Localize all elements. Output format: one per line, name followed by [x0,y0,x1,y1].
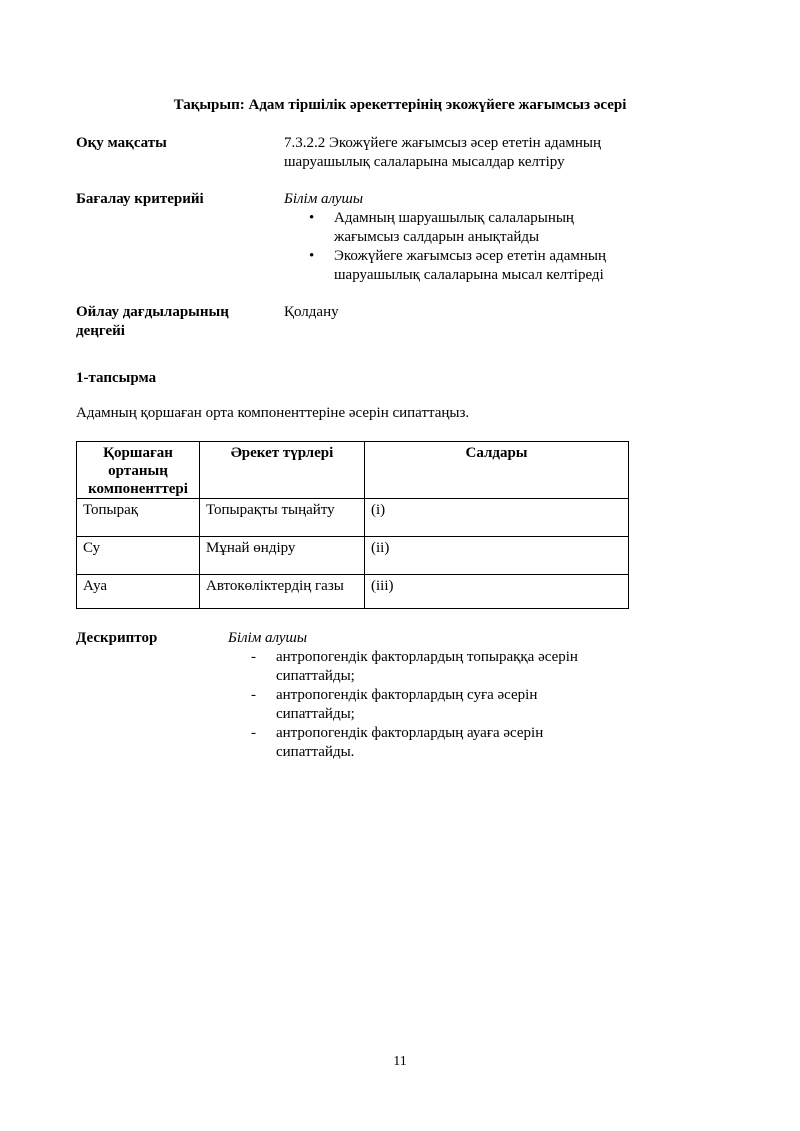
assessment-criteria-list [284,209,634,285]
table-cell: Ауа [77,575,200,609]
table-row [77,499,629,537]
descriptor-block [228,629,608,762]
table-cell: Су [77,537,200,575]
column-header-actions: Әрекет түрлері [200,442,365,499]
page-title: Тақырып: Адам тіршілік әрекеттерінің экожүйеге жағымсыз әсері [173,97,627,113]
table-cell: (i) [365,499,629,537]
page-number: 11 [393,1054,407,1069]
descriptor-list [228,648,608,762]
table-cell: Мұнай өндіру [200,537,365,575]
table-cell: Топырақ [77,499,200,537]
assessment-criteria-item: • Адамның шаруашылық салаларының жағымсыз салдарын анықтайды [284,209,634,247]
thinking-level-value: Қолдану [284,304,339,320]
learning-objective-label: Оқу мақсаты [76,135,167,151]
assessment-criteria-intro: Білім алушы [284,191,364,207]
table-cell: Автокөліктердің газы [200,575,365,609]
task-table [76,441,629,609]
table-cell: Топырақты тыңайту [200,499,365,537]
descriptor-intro: Білім алушы [228,630,308,646]
thinking-level-label: Ойлау дағдыларының деңгейі [76,304,229,339]
table-row [77,537,629,575]
descriptor-item: - антропогендік факторлардың ауаға әсерін сипаттайды. [228,724,608,762]
assessment-criteria-label: Бағалау критерийі [76,191,204,207]
task-heading: 1-тапсырма [76,370,157,386]
descriptor-item: - антропогендік факторлардың суға әсерін сипаттайды; [228,686,608,724]
table-cell: (ii) [365,537,629,575]
assessment-criteria-block [284,190,634,285]
table-row [77,575,629,609]
table-cell: (iii) [365,575,629,609]
descriptor-label: Дескриптор [76,630,158,646]
learning-objective-value: 7.3.2.2 Экожүйеге жағымсыз әсер ететін адамның шаруашылық салаларына мысалдар келтіру [284,135,601,170]
task-instruction: Адамның қоршаған орта компоненттеріне әсерін сипаттаңыз. [76,405,470,421]
assessment-criteria-item: • Экожүйеге жағымсыз әсер ететін адамның шаруашылық салаларына мысал келтіреді [284,247,634,285]
column-header-components: Қоршаған ортаның компоненттері [77,442,200,499]
column-header-consequences: Салдары [365,442,629,499]
descriptor-item: - антропогендік факторлардың топыраққа әсерін сипаттайды; [228,648,608,686]
table-header-row [77,442,629,499]
